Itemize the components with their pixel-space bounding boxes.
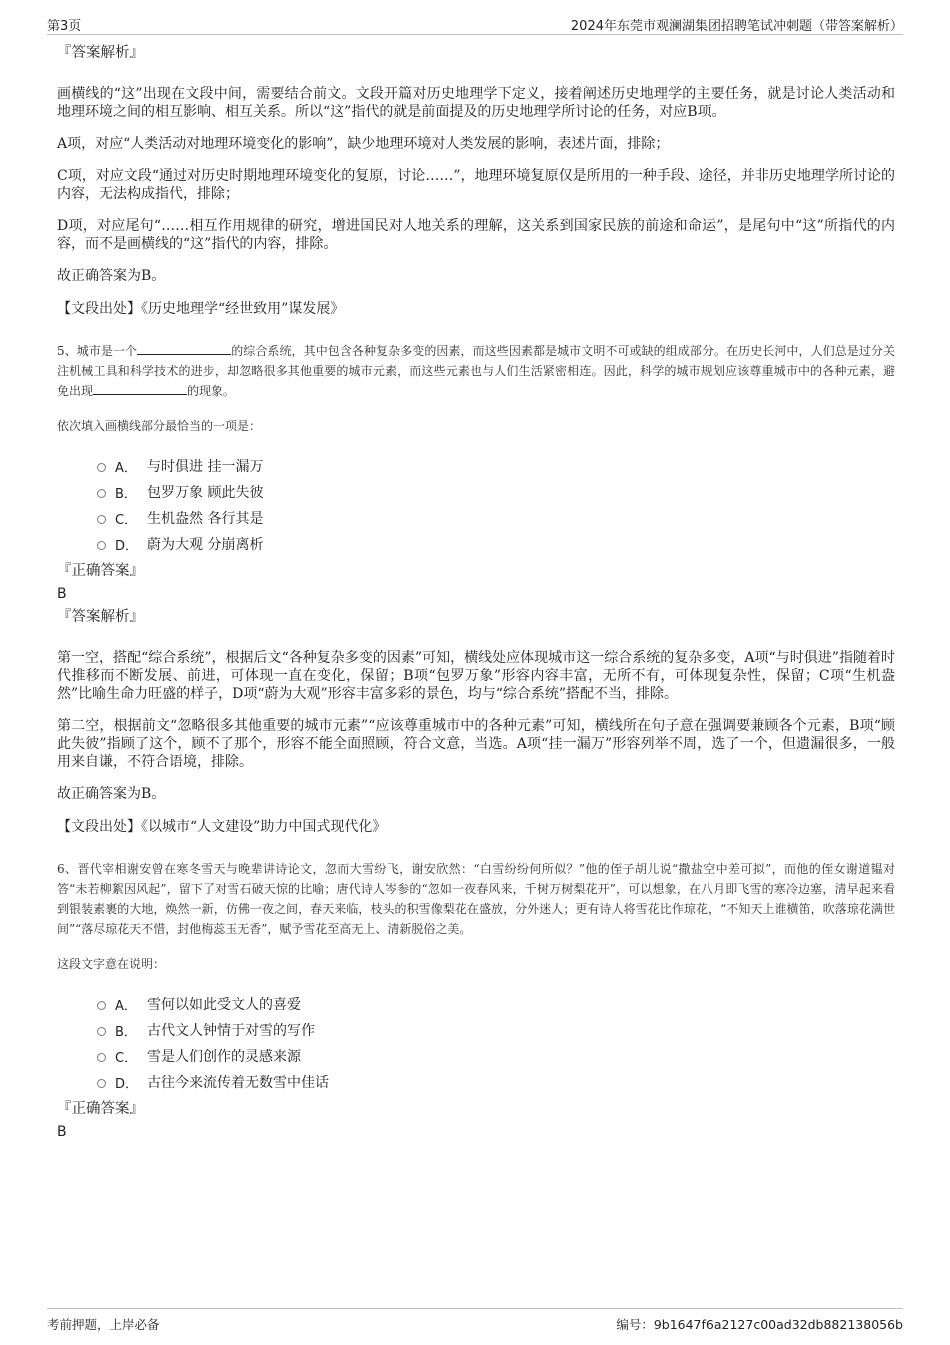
option-b[interactable]: B． 古代文人钟情于对雪的写作	[97, 1017, 895, 1043]
question-6-options	[97, 991, 895, 1095]
radio-icon[interactable]	[97, 541, 106, 550]
analysis-paragraph: C项，对应文段“通过对历史时期地理环境变化的复原，讨论……”，地理环境复原仅是所用的一种手段、途径，并非历史地理学所讨论的内容，无法构成指代，排除；	[57, 168, 895, 202]
option-a[interactable]: A． 雪何以如此受文人的喜爱	[97, 991, 895, 1017]
option-b[interactable]: B． 包罗万象 顾此失彼	[97, 479, 895, 505]
fill-blank-1	[137, 342, 231, 355]
radio-icon[interactable]	[97, 1053, 106, 1062]
option-c[interactable]: C． 雪是人们创作的灵感来源	[97, 1043, 895, 1069]
answer-label: 『正确答案』	[57, 1101, 144, 1117]
question-5-stem: 5、城市是一个 的综合系统，其中包含各种复杂多变的因素，而这些因素都是城市文明不可或缺的组成部分。在历史长河中，人们总是过分关注机械工具和科学技术的进步，却忽略很多其他重要的城市元素，而这些元素也与人们生活紧密相连。因此，科学的城市规划应该尊重城市中的各种元素，避免出现 的现象。	[57, 344, 895, 398]
radio-icon[interactable]	[97, 515, 106, 524]
correct-answer: B	[57, 586, 67, 602]
footer-slogan: 考前押题，上岸必备	[47, 1317, 160, 1332]
correct-answer: B	[57, 1124, 67, 1140]
analysis-label: 『答案解析』	[57, 609, 144, 625]
analysis-paragraph: 画横线的“这”出现在文段中间，需要结合前文。文段开篇对历史地理学下定义，接着阐述历史地理学的主要任务，就是讨论人类活动和地理环境之间的相互影响、相互关系。所以“这”指代的就是前面提及的历史地理学所讨论的任务，对应B项。	[57, 86, 895, 120]
page-content	[57, 43, 895, 1145]
option-d[interactable]: D． 古往今来流传着无数雪中佳话	[97, 1069, 895, 1095]
radio-icon[interactable]	[97, 1027, 106, 1036]
passage-source: 【文段出处】《历史地理学“经世致用”谋发展》	[57, 301, 345, 317]
question-5-prompt: 依次填入画横线部分最恰当的一项是：	[57, 419, 262, 433]
page-footer	[47, 1308, 903, 1335]
question-6-stem: 6、晋代宰相谢安曾在寒冬雪天与晚辈讲诗论文，忽而大雪纷飞，谢安欣然：“白雪纷纷何所似？”他的侄子胡儿说“撒盐空中差可拟”，而他的侄女谢道韫对答“未若柳絮因风起”，留下了对雪石破天惊的比喻；唐代诗人岑参的“忽如一夜春风来，千树万树梨花开”，可以想象，在八月即飞雪的寒冷边塞，清早起来看到银装素裹的大地，焕然一新，仿佛一夜之间，春天来临，枝头的积雪像梨花在盛放，分外迷人；更有诗人将雪花比作琼花，“不知天上谁横笛，吹落琼花满世间”“落尽琼花天不惜，封他梅蕊玉无香”，赋予雪花至高无上、清新脱俗之美。	[57, 862, 895, 936]
question-5-options	[97, 453, 895, 557]
option-c[interactable]: C． 生机盎然 各行其是	[97, 505, 895, 531]
question-6-prompt: 这段文字意在说明：	[57, 957, 166, 971]
document-title: 2024年东莞市观澜湖集团招聘笔试冲刺题（带答案解析）	[570, 19, 903, 34]
page-header	[47, 14, 903, 35]
analysis-paragraph: 第一空，搭配“综合系统”，根据后文“各种复杂多变的因素”可知，横线处应体现城市这一综合系统的复杂多变，A项“与时俱进”指随着时代推移而不断发展、前进，可体现一直在变化，保留；B项“包罗万象”形容内容丰富，无所不有，可体现复杂性，保留；C项“生机盎然”比喻生命力旺盛的样子，D项“蔚为大观”形容丰富多彩的景色，均与“综合系统”搭配不当，排除。	[57, 650, 895, 702]
option-a[interactable]: A． 与时俱进 挂一漏万	[97, 453, 895, 479]
analysis-paragraph: D项，对应尾句“……相互作用规律的研究，增进国民对人地关系的理解，这关系到国家民族的前途和命运”，是尾句中“这”所指代的内容，而不是画横线的“这”指代的内容，排除。	[57, 218, 895, 252]
answer-label: 『正确答案』	[57, 563, 144, 579]
radio-icon[interactable]	[97, 463, 106, 472]
document-code: 编号：9b1647f6a2127c00ad32db882138056b	[616, 1317, 903, 1332]
analysis-label: 『答案解析』	[57, 45, 144, 61]
passage-source: 【文段出处】《以城市“人文建设”助力中国式现代化》	[57, 819, 387, 835]
option-d[interactable]: D． 蔚为大观 分崩离析	[97, 531, 895, 557]
analysis-conclusion: 故正确答案为B。	[57, 268, 166, 284]
radio-icon[interactable]	[97, 1001, 106, 1010]
fill-blank-2	[93, 382, 187, 395]
radio-icon[interactable]	[97, 489, 106, 498]
analysis-paragraph: A项，对应“人类活动对地理环境变化的影响”，缺少地理环境对人类发展的影响，表述片面，排除；	[57, 136, 670, 152]
analysis-conclusion: 故正确答案为B。	[57, 786, 166, 802]
analysis-paragraph: 第二空，根据前文“忽略很多其他重要的城市元素”“应该尊重城市中的各种元素”可知，横线所在句子意在强调要兼顾各个元素，B项“顾此失彼”指顾了这个，顾不了那个，形容不能全面照顾，符合文意，当选。A项“挂一漏万”形容列举不周，选了一个，但遗漏很多，一般用来自谦，不符合语境，排除。	[57, 718, 895, 770]
radio-icon[interactable]	[97, 1079, 106, 1088]
page-number: 第3页	[47, 19, 82, 34]
